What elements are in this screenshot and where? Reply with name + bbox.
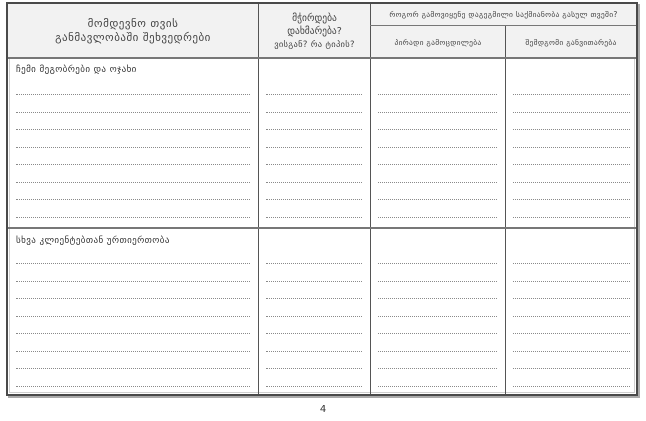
writing-line[interactable] bbox=[266, 164, 362, 165]
writing-line[interactable] bbox=[513, 386, 630, 387]
writing-line[interactable] bbox=[16, 164, 250, 165]
header-personal-experience bbox=[371, 26, 505, 58]
writing-line[interactable] bbox=[378, 94, 497, 95]
writing-line[interactable] bbox=[16, 386, 250, 387]
writing-line[interactable] bbox=[266, 112, 362, 113]
writing-line[interactable] bbox=[16, 316, 250, 317]
writing-line[interactable] bbox=[266, 129, 362, 130]
writing-line[interactable] bbox=[16, 94, 250, 95]
writing-line[interactable] bbox=[378, 351, 497, 352]
header-need-help-line2: დახმარება? bbox=[287, 26, 342, 37]
writing-line[interactable] bbox=[16, 112, 250, 113]
writing-line[interactable] bbox=[16, 368, 250, 369]
writing-line[interactable] bbox=[16, 199, 250, 200]
header-need-help-sub: ვისგან? რა ტიპის? bbox=[274, 40, 355, 50]
writing-line[interactable] bbox=[266, 368, 362, 369]
writing-line[interactable] bbox=[378, 333, 497, 334]
section-label-other-clients: სხვა კლიენტებთან ურთიერთობა bbox=[16, 236, 170, 246]
writing-line[interactable] bbox=[266, 281, 362, 282]
header-need-help bbox=[259, 4, 370, 58]
writing-line[interactable] bbox=[378, 298, 497, 299]
writing-line[interactable] bbox=[16, 217, 250, 218]
writing-line[interactable] bbox=[513, 217, 630, 218]
writing-line[interactable] bbox=[513, 333, 630, 334]
header-bottom-border bbox=[8, 57, 636, 59]
writing-line[interactable] bbox=[513, 316, 630, 317]
writing-line[interactable] bbox=[378, 386, 497, 387]
header-need-help-line1: მჭირდება bbox=[292, 13, 337, 24]
writing-line[interactable] bbox=[266, 333, 362, 334]
header-group-usage-text: როგორ გამოვიყენე დაგეგმილი საქმიანობა გასულ თვეში? bbox=[389, 10, 618, 19]
writing-line[interactable] bbox=[378, 112, 497, 113]
writing-line[interactable] bbox=[513, 112, 630, 113]
writing-line[interactable] bbox=[378, 129, 497, 130]
page-number: 4 bbox=[319, 404, 327, 415]
writing-line[interactable] bbox=[513, 164, 630, 165]
writing-line[interactable] bbox=[16, 263, 250, 264]
writing-line[interactable] bbox=[266, 217, 362, 218]
writing-line[interactable] bbox=[378, 164, 497, 165]
header-group-underline bbox=[370, 25, 636, 26]
writing-line[interactable] bbox=[513, 368, 630, 369]
header-meetings bbox=[8, 4, 258, 58]
writing-line[interactable] bbox=[513, 281, 630, 282]
section-label-friends-family: ჩემი მეგობრები და ოჯახი bbox=[16, 65, 137, 75]
writing-line[interactable] bbox=[266, 94, 362, 95]
writing-line[interactable] bbox=[378, 199, 497, 200]
writing-line[interactable] bbox=[266, 147, 362, 148]
writing-line[interactable] bbox=[16, 298, 250, 299]
writing-line[interactable] bbox=[16, 281, 250, 282]
writing-line[interactable] bbox=[378, 368, 497, 369]
section-divider bbox=[8, 227, 636, 229]
writing-line[interactable] bbox=[378, 217, 497, 218]
header-meetings-line1: მომდევნო თვის bbox=[87, 17, 179, 30]
writing-line[interactable] bbox=[513, 199, 630, 200]
writing-line[interactable] bbox=[266, 298, 362, 299]
writing-line[interactable] bbox=[513, 298, 630, 299]
header-group-usage bbox=[371, 4, 636, 25]
column-divider bbox=[505, 25, 506, 394]
writing-line[interactable] bbox=[513, 182, 630, 183]
writing-line[interactable] bbox=[266, 386, 362, 387]
writing-line[interactable] bbox=[16, 333, 250, 334]
writing-line[interactable] bbox=[513, 351, 630, 352]
writing-line[interactable] bbox=[16, 182, 250, 183]
header-personal-experience-text: პირადი გამოცდილება bbox=[394, 37, 482, 47]
writing-line[interactable] bbox=[266, 316, 362, 317]
writing-line[interactable] bbox=[16, 129, 250, 130]
writing-line[interactable] bbox=[266, 199, 362, 200]
writing-line[interactable] bbox=[378, 147, 497, 148]
writing-line[interactable] bbox=[378, 281, 497, 282]
header-further-development bbox=[506, 26, 636, 58]
writing-line[interactable] bbox=[378, 316, 497, 317]
writing-line[interactable] bbox=[16, 147, 250, 148]
writing-line[interactable] bbox=[16, 351, 250, 352]
writing-line[interactable] bbox=[266, 263, 362, 264]
writing-line[interactable] bbox=[378, 182, 497, 183]
planning-table bbox=[6, 2, 638, 396]
writing-line[interactable] bbox=[513, 147, 630, 148]
header-meetings-line2: განმავლობაში შეხვედრები bbox=[55, 31, 211, 44]
writing-line[interactable] bbox=[513, 129, 630, 130]
writing-line[interactable] bbox=[378, 263, 497, 264]
column-divider bbox=[370, 4, 371, 394]
writing-line[interactable] bbox=[266, 182, 362, 183]
header-further-development-text: შემდგომი განვითარება bbox=[525, 37, 617, 47]
column-divider bbox=[258, 4, 259, 394]
writing-line[interactable] bbox=[513, 94, 630, 95]
writing-line[interactable] bbox=[266, 351, 362, 352]
writing-line[interactable] bbox=[513, 263, 630, 264]
